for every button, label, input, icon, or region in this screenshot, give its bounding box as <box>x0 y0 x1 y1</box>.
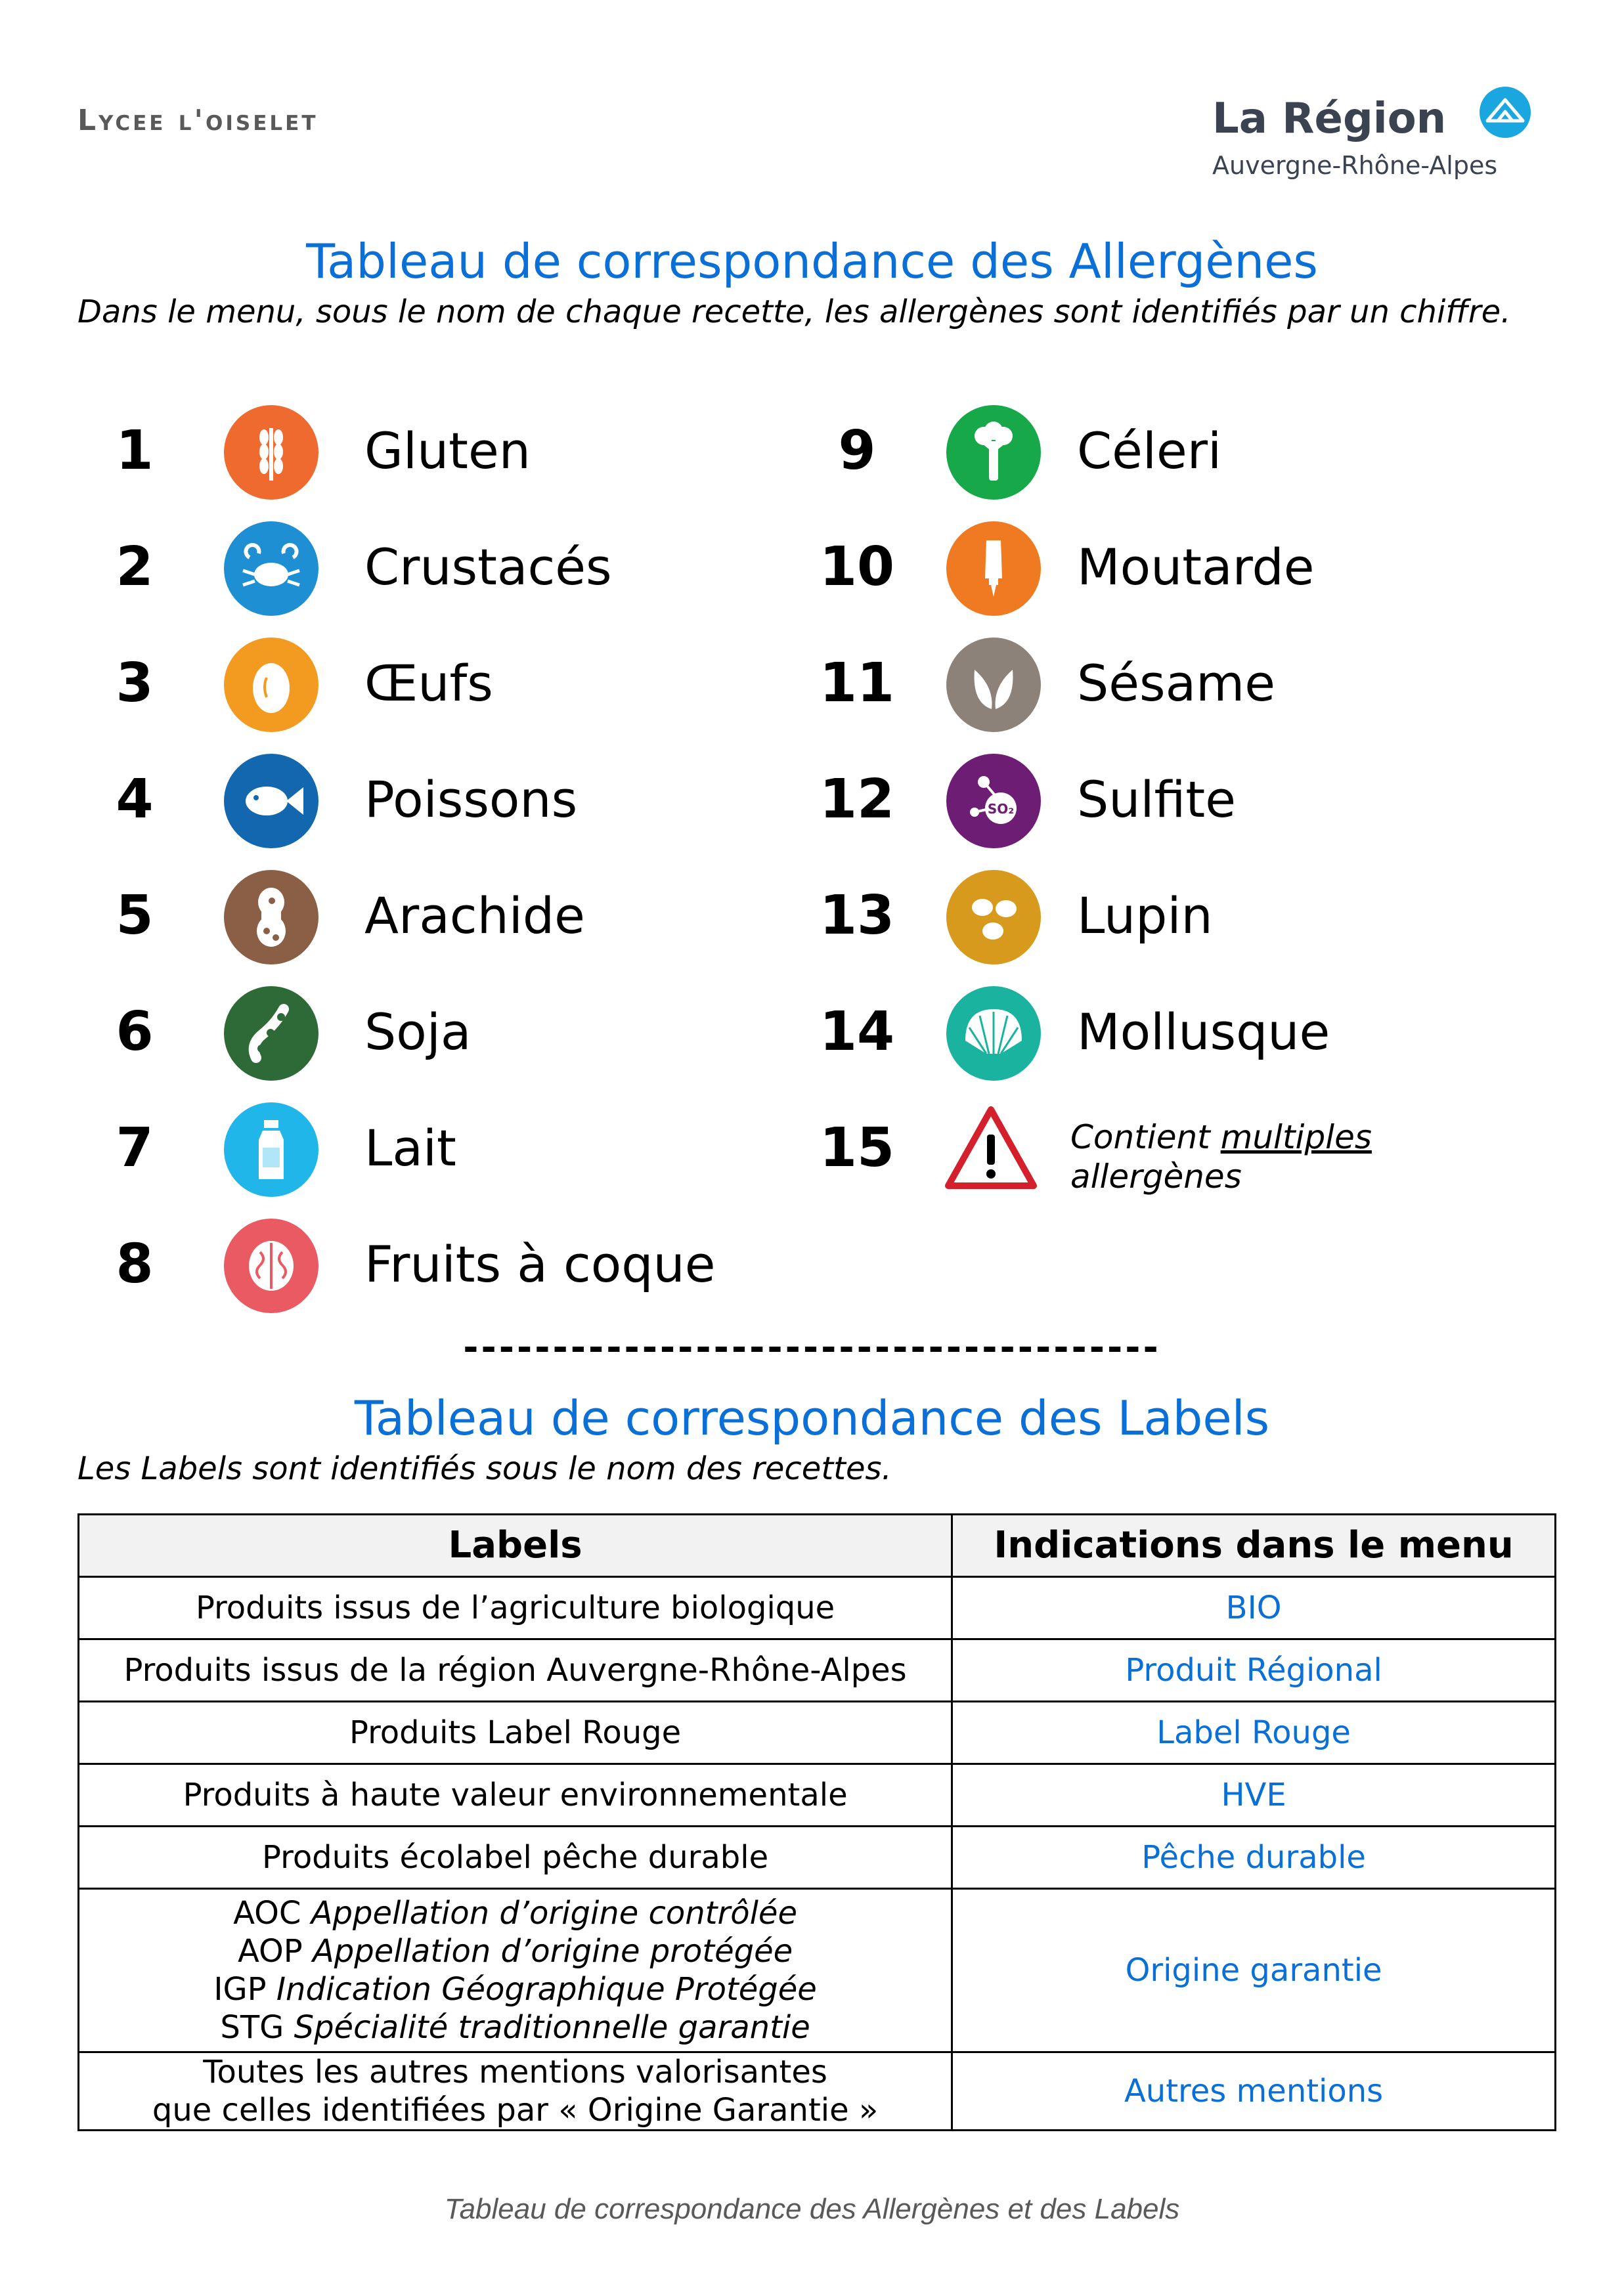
allergens-title: Tableau de correspondance des Allergènes <box>306 234 1318 289</box>
indication-cell: Autres mentions <box>952 2052 1556 2131</box>
labels-table <box>77 1513 1556 2131</box>
other-line-2: que celles identifiées par « Origine Garantie » <box>152 2092 879 2129</box>
table-row <box>79 1577 1556 1639</box>
allergen-number: 2 <box>116 536 154 598</box>
origin-line <box>86 1932 944 1970</box>
page-footer: Tableau de correspondance des Allergènes et des Labels <box>444 2193 1180 2225</box>
table-row <box>79 1889 1556 2052</box>
origin-full: Indication Géographique Protégée <box>276 1971 817 2008</box>
section-separator: --------------------------------------- <box>463 1326 1161 1369</box>
shell-icon <box>946 986 1042 1081</box>
allergen-name: Sulfite <box>1077 770 1236 829</box>
allergen-name: Œufs <box>364 654 493 712</box>
allergen-item <box>808 867 1464 965</box>
origin-abbr: AOC <box>233 1895 301 1932</box>
label-cell: Produits écolabel pêche durable <box>79 1827 952 1889</box>
allergen-item <box>808 983 1464 1081</box>
allergen-item <box>808 1099 1530 1198</box>
other-line-1: Toutes les autres mentions valorisantes <box>203 2054 827 2090</box>
origin-full: Spécialité traditionnelle garantie <box>294 2009 810 2046</box>
allergen-number: 9 <box>838 420 876 482</box>
allergen-item <box>85 1215 742 1314</box>
allergen-number: 13 <box>819 884 895 947</box>
column-header-labels: Labels <box>79 1515 952 1577</box>
allergen-item <box>85 634 742 733</box>
origin-line <box>86 1970 944 2008</box>
allergen-item <box>85 402 742 500</box>
warning-icon <box>943 1102 1039 1198</box>
soy-icon <box>223 986 319 1081</box>
allergen-item <box>85 867 742 965</box>
allergen-number: 7 <box>116 1117 154 1179</box>
allergen-name: Moutarde <box>1077 538 1315 596</box>
label-cell: Produits Label Rouge <box>79 1702 952 1764</box>
fish-icon <box>223 753 319 849</box>
origin-line <box>86 1894 944 1932</box>
table-row <box>79 1702 1556 1764</box>
label-cell: Produits à haute valeur environnementale <box>79 1764 952 1827</box>
allergen-item <box>85 1099 742 1198</box>
sesame-icon <box>946 637 1042 733</box>
allergens-intro: Dans le menu, sous le nom de chaque recette, les allergènes sont identifiés par un chiffre. <box>77 293 1511 330</box>
allergen-name: Sésame <box>1077 654 1275 712</box>
mustard-icon <box>946 521 1042 617</box>
origin-full: Appellation d’origine contrôlée <box>311 1895 797 1932</box>
table-row <box>79 1639 1556 1702</box>
allergen-item <box>808 518 1464 617</box>
allergen-number: 6 <box>116 1001 154 1063</box>
indication-cell: Origine garantie <box>952 1889 1556 2052</box>
crab-icon <box>223 521 319 617</box>
region-logo <box>1212 85 1541 184</box>
peanut-icon <box>223 869 319 965</box>
mountain-badge-icon <box>1478 85 1532 139</box>
allergen-number: 1 <box>116 420 154 482</box>
allergen-item <box>808 634 1464 733</box>
allergen-name: Lait <box>364 1119 456 1177</box>
column-header-indications: Indications dans le menu <box>952 1515 1556 1577</box>
logo-name: La Région <box>1212 95 1447 143</box>
labels-title: Tableau de correspondance des Labels <box>354 1391 1270 1446</box>
allergen-item <box>85 983 742 1081</box>
indication-cell: Produit Régional <box>952 1639 1556 1702</box>
label-cell <box>79 1889 952 2052</box>
note-suffix: allergènes <box>1070 1158 1242 1196</box>
allergen-name: Céleri <box>1077 422 1222 480</box>
sulfite-icon <box>946 753 1042 849</box>
indication-cell: Pêche durable <box>952 1827 1556 1889</box>
svg-text:SO₂: SO₂ <box>987 801 1015 817</box>
allergen-item <box>808 402 1464 500</box>
nut-icon <box>223 1218 319 1314</box>
table-row <box>79 2052 1556 2131</box>
allergen-number: 12 <box>819 768 895 831</box>
milk-bottle-icon <box>223 1102 319 1198</box>
allergen-name: Mollusque <box>1077 1003 1330 1061</box>
label-cell: Produits issus de l’agriculture biologique <box>79 1577 952 1639</box>
allergen-name: Soja <box>364 1003 472 1061</box>
allergen-name: Crustacés <box>364 538 612 596</box>
allergen-name: Gluten <box>364 422 531 480</box>
labels-intro: Les Labels sont identifiés sous le nom des recettes. <box>77 1450 892 1487</box>
allergen-name: Poissons <box>364 770 578 829</box>
wheat-icon <box>223 404 319 500</box>
origin-line <box>86 2008 944 2047</box>
indication-cell: Label Rouge <box>952 1702 1556 1764</box>
allergen-number: 10 <box>819 536 895 598</box>
origin-abbr: IGP <box>213 1971 267 2008</box>
allergen-name: Arachide <box>364 886 585 945</box>
allergen-item <box>85 518 742 617</box>
school-name: Lycee l'oiselet <box>77 104 318 137</box>
allergen-number: 4 <box>116 768 154 831</box>
allergen-name: Fruits à coque <box>364 1235 716 1293</box>
note-prefix: Contient <box>1070 1118 1210 1156</box>
allergen-number: 14 <box>819 1001 895 1063</box>
table-header-row <box>79 1515 1556 1577</box>
indication-cell: HVE <box>952 1764 1556 1827</box>
allergen-item <box>85 750 742 849</box>
note-emphasis: multiples <box>1220 1118 1372 1156</box>
allergen-number: 15 <box>819 1117 895 1179</box>
origin-full: Appellation d’origine protégée <box>312 1933 793 1970</box>
celery-icon <box>946 404 1042 500</box>
logo-subtitle: Auvergne-Rhône-Alpes <box>1212 151 1498 180</box>
allergen-number: 8 <box>116 1233 154 1295</box>
allergen-name: Lupin <box>1077 886 1213 945</box>
table-row <box>79 1764 1556 1827</box>
allergen-number: 5 <box>116 884 154 947</box>
egg-icon <box>223 637 319 733</box>
label-cell: Produits issus de la région Auvergne-Rhône-Alpes <box>79 1639 952 1702</box>
origin-abbr: STG <box>220 2009 284 2046</box>
lupin-icon <box>946 869 1042 965</box>
indication-cell: BIO <box>952 1577 1556 1639</box>
allergen-number: 11 <box>819 652 895 714</box>
allergen-item <box>808 750 1464 849</box>
origin-abbr: AOP <box>237 1933 303 1970</box>
allergen-number: 3 <box>116 652 154 714</box>
allergen-note <box>1070 1117 1372 1196</box>
label-cell <box>79 2052 952 2131</box>
table-row <box>79 1827 1556 1889</box>
